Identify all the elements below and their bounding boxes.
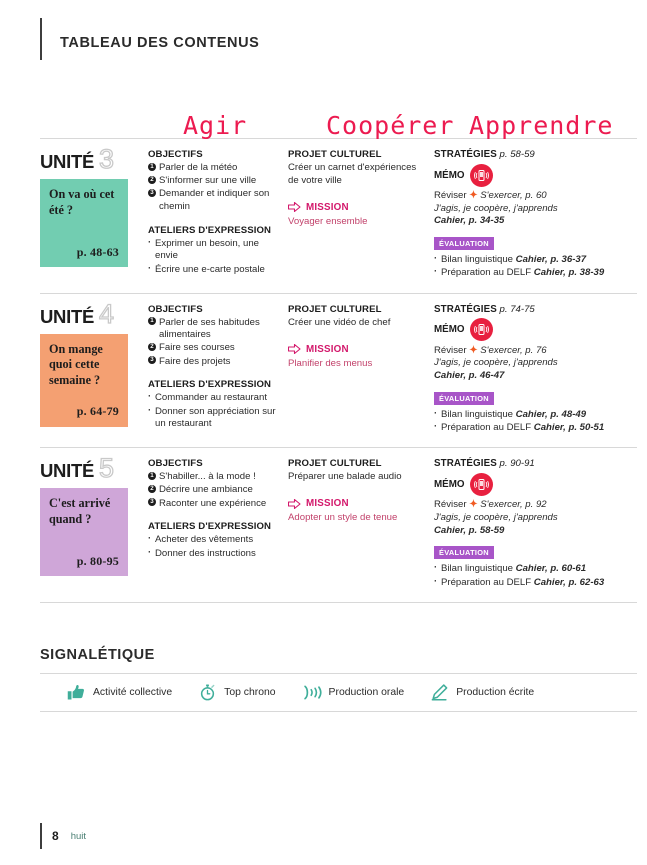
column-titles [0,88,647,138]
star-separator-icon: ✦ [469,344,478,356]
unit-cell [40,453,148,590]
evaluation-ref: Cahier, p. 38-39 [533,267,605,279]
japprends-line: J'agis, je coopère, j'apprends [434,202,558,214]
evaluation-ref: Cahier, p. 62-63 [533,576,605,588]
signaletique-section [0,647,647,712]
evaluation-text: Bilan linguistique [441,253,516,265]
mission-heading [288,498,426,509]
unit-title: On va où cet été ? [49,187,115,217]
ateliers-label: ATELIERS D'EXPRESSION [148,379,272,391]
signaletique-legend [40,673,637,712]
memo-row [434,472,637,496]
unit-cell [40,298,148,436]
cooperer-cell [288,458,434,590]
footer-page-word: huit [70,830,87,842]
unit-title-box [40,334,128,427]
objectif-item [148,498,280,511]
page-header [0,0,647,62]
stopwatch-icon [198,683,217,702]
mission-text: Planifier des menus [288,357,373,369]
strategies-line [434,458,637,469]
contents-table [0,138,647,603]
unit-heading [40,453,142,484]
strategies-line [434,149,637,160]
projet-culturel-label: PROJET CULTUREL [288,458,382,470]
objectif-item [148,162,280,175]
memo-badge [470,318,493,341]
evaluation-ref: Cahier, p. 36-37 [515,253,587,265]
objectif-number-icon: 3 [148,498,156,506]
agir-cell [148,149,288,281]
reviser-text: Réviser [434,190,467,201]
evaluation-text: Bilan linguistique [441,408,516,420]
atelier-item: · Acheter des vêtements [148,534,280,547]
thumbs-up-icon [66,683,86,701]
objectif-item [148,342,280,355]
column-title-apprendre: Apprendre [469,111,614,140]
strategies-line [434,304,637,315]
objectif-text: S'informer sur une ville [159,175,257,187]
unit-title: C'est arrivé quand ? [49,496,111,526]
unit-title: On mange quoi cette semaine ? [49,341,103,387]
objectif-item [148,188,280,213]
header-vertical-rule [40,18,42,60]
unit-pages: p. 80-95 [76,553,119,568]
mission-label: MISSION [306,343,349,355]
page-title: TABLEAU DES CONTENUS [60,35,260,51]
unit-word: UNITÉ [40,151,95,172]
mission-text: Adopter un style de tenue [288,512,398,524]
column-title-agir: Agir [183,111,248,140]
objectif-text: Faire des projets [159,355,231,367]
pencil-icon [430,683,449,702]
mission-heading [288,202,426,213]
projet-culturel-text: Préparer une balade audio [288,471,402,483]
objectif-text: Parler de ses habitudes alimentaires [159,316,260,341]
memo-label: MÉMO [434,324,465,336]
footer-page-number: 8 [52,829,59,843]
star-separator-icon: ✦ [469,499,478,511]
reviser-line [434,189,637,203]
memo-label: MÉMO [434,169,465,181]
objectif-text: Demander et indiquer son chemin [159,188,270,212]
unit-title-box [40,179,128,267]
mission-arrow-icon [288,499,301,509]
projet-culturel-text: Créer un carnet d'expériences de votre ville [288,162,417,186]
objectif-number-icon: 1 [148,317,156,325]
unit-cell [40,144,148,281]
table-row [40,293,637,448]
objectif-item [148,317,280,342]
evaluation-item [434,267,637,280]
projet-culturel-label: PROJET CULTUREL [288,149,382,160]
evaluation-badge: ÉVALUATION [434,237,494,250]
mission-label: MISSION [306,201,349,213]
objectif-item [148,484,280,497]
reviser-line [434,498,637,512]
objectifs-label: OBJECTIFS [148,303,203,315]
atelier-item: · Donner des instructions [148,548,280,561]
agir-cell [148,458,288,590]
strategies-label: STRATÉGIES [434,303,497,315]
evaluation-item [434,563,637,576]
evaluation-badge: ÉVALUATION [434,546,494,559]
japprends-line: J'agis, je coopère, j'apprends [434,511,558,523]
evaluation-text: Préparation au DELF [441,421,534,433]
footer-vertical-rule [40,823,42,849]
page-footer [40,823,86,849]
objectif-text: Raconter une expérience [159,497,267,509]
ateliers-label: ATELIERS D'EXPRESSION [148,521,272,533]
evaluation-text: Préparation au DELF [441,576,534,588]
ateliers-list [148,238,280,277]
memo-phone-icon [474,168,489,183]
unit-word: UNITÉ [40,460,95,482]
objectif-text: S'habiller... à la mode ! [159,471,256,483]
unit-pages: p. 64-79 [76,404,119,419]
unit-number: 3 [99,144,115,174]
unit-word: UNITÉ [40,305,95,327]
objectifs-list [148,162,280,214]
objectif-item [148,175,280,188]
memo-label: MÉMO [434,478,465,490]
atelier-item: · Écrire une e-carte postale [148,264,280,277]
memo-phone-icon [474,322,489,337]
unit-heading [40,298,142,329]
unit-pages: p. 48-63 [76,244,119,259]
japprends-line: J'agis, je coopère, j'apprends [434,357,558,369]
signaletique-label: Top chrono [224,686,276,698]
evaluation-list [434,254,637,280]
evaluation-list [434,409,637,435]
objectifs-label: OBJECTIFS [148,149,203,160]
evaluation-item [434,577,637,590]
signaletique-item [430,683,534,702]
objectif-item [148,471,280,484]
ateliers-list [148,392,280,431]
reviser-text: Réviser [434,499,467,511]
signaletique-item [198,683,275,702]
evaluation-ref: Cahier, p. 50-51 [533,421,605,433]
atelier-item: · Donner son appréciation sur un restaurant [148,406,280,432]
evaluation-ref: Cahier, p. 60-61 [515,563,587,575]
objectif-number-icon: 2 [148,343,156,351]
objectif-number-icon: 3 [148,189,156,197]
reviser-text: Réviser [434,344,467,356]
unit-heading [40,144,142,174]
signaletique-label: Production orale [328,686,405,698]
strategies-label: STRATÉGIES [434,149,497,160]
projet-culturel-label: PROJET CULTUREL [288,303,382,315]
mission-label: MISSION [306,498,349,510]
evaluation-item [434,254,637,267]
sexercer-text: S'exercer, p. 92 [480,499,547,511]
apprendre-cell [434,458,637,590]
star-separator-icon: ✦ [469,190,478,201]
reviser-line [434,344,637,358]
evaluation-ref: Cahier, p. 48-49 [515,408,587,420]
sexercer-text: S'exercer, p. 60 [480,190,547,201]
japprends-ref: Cahier, p. 46-47 [434,369,505,381]
memo-row [434,318,637,342]
memo-badge [470,473,493,496]
objectifs-label: OBJECTIFS [148,458,203,470]
signaletique-title: SIGNALÉTIQUE [40,646,155,663]
atelier-item: · Commander au restaurant [148,392,280,405]
objectif-text: Parler de la météo [159,162,238,173]
atelier-item: · Exprimer un besoin, une envie [148,238,280,264]
table-row [40,138,637,293]
evaluation-badge: ÉVALUATION [434,392,494,405]
objectifs-list [148,471,280,510]
objectif-number-icon: 1 [148,163,156,171]
objectif-number-icon: 1 [148,472,156,480]
signaletique-label: Activité collective [93,686,173,698]
strategies-pages: p. 90-91 [496,458,535,470]
evaluation-text: Bilan linguistique [441,563,516,575]
agir-cell [148,304,288,436]
mission-arrow-icon [288,344,301,354]
unit-title-box [40,488,128,576]
sound-wave-icon [302,684,322,701]
memo-row [434,163,637,187]
mission-text: Voyager ensemble [288,215,368,227]
unit-number: 4 [99,298,115,329]
apprendre-cell [434,149,637,281]
objectif-text: Faire ses courses [159,342,235,354]
objectif-number-icon: 2 [148,485,156,493]
strategies-label: STRATÉGIES [434,458,497,470]
cooperer-cell [288,149,434,281]
memo-phone-icon [474,477,489,492]
objectifs-list [148,317,280,369]
objectif-item [148,356,280,369]
evaluation-list [434,563,637,589]
signaletique-item [66,683,172,701]
signaletique-label: Production écrite [456,686,535,698]
japprends-ref: Cahier, p. 34-35 [434,215,505,227]
japprends-ref: Cahier, p. 58-59 [434,524,505,536]
evaluation-item [434,422,637,435]
apprendre-cell [434,304,637,436]
strategies-pages: p. 74-75 [496,303,535,315]
sexercer-text: S'exercer, p. 76 [480,344,547,356]
evaluation-text: Préparation au DELF [441,267,534,279]
table-row [40,447,637,603]
strategies-pages: p. 58-59 [496,149,535,160]
objectif-number-icon: 3 [148,356,156,364]
ateliers-label: ATELIERS D'EXPRESSION [148,224,272,236]
projet-culturel-text: Créer une vidéo de chef [288,316,391,328]
memo-badge [470,164,493,187]
unit-number: 5 [99,453,115,484]
mission-heading [288,344,426,355]
ateliers-list [148,534,280,560]
mission-arrow-icon [288,202,301,212]
objectif-number-icon: 2 [148,176,156,184]
cooperer-cell [288,304,434,436]
evaluation-item [434,409,637,422]
objectif-text: Décrire une ambiance [159,484,253,496]
signaletique-item [302,684,405,701]
column-title-cooperer: Coopérer [326,111,455,140]
